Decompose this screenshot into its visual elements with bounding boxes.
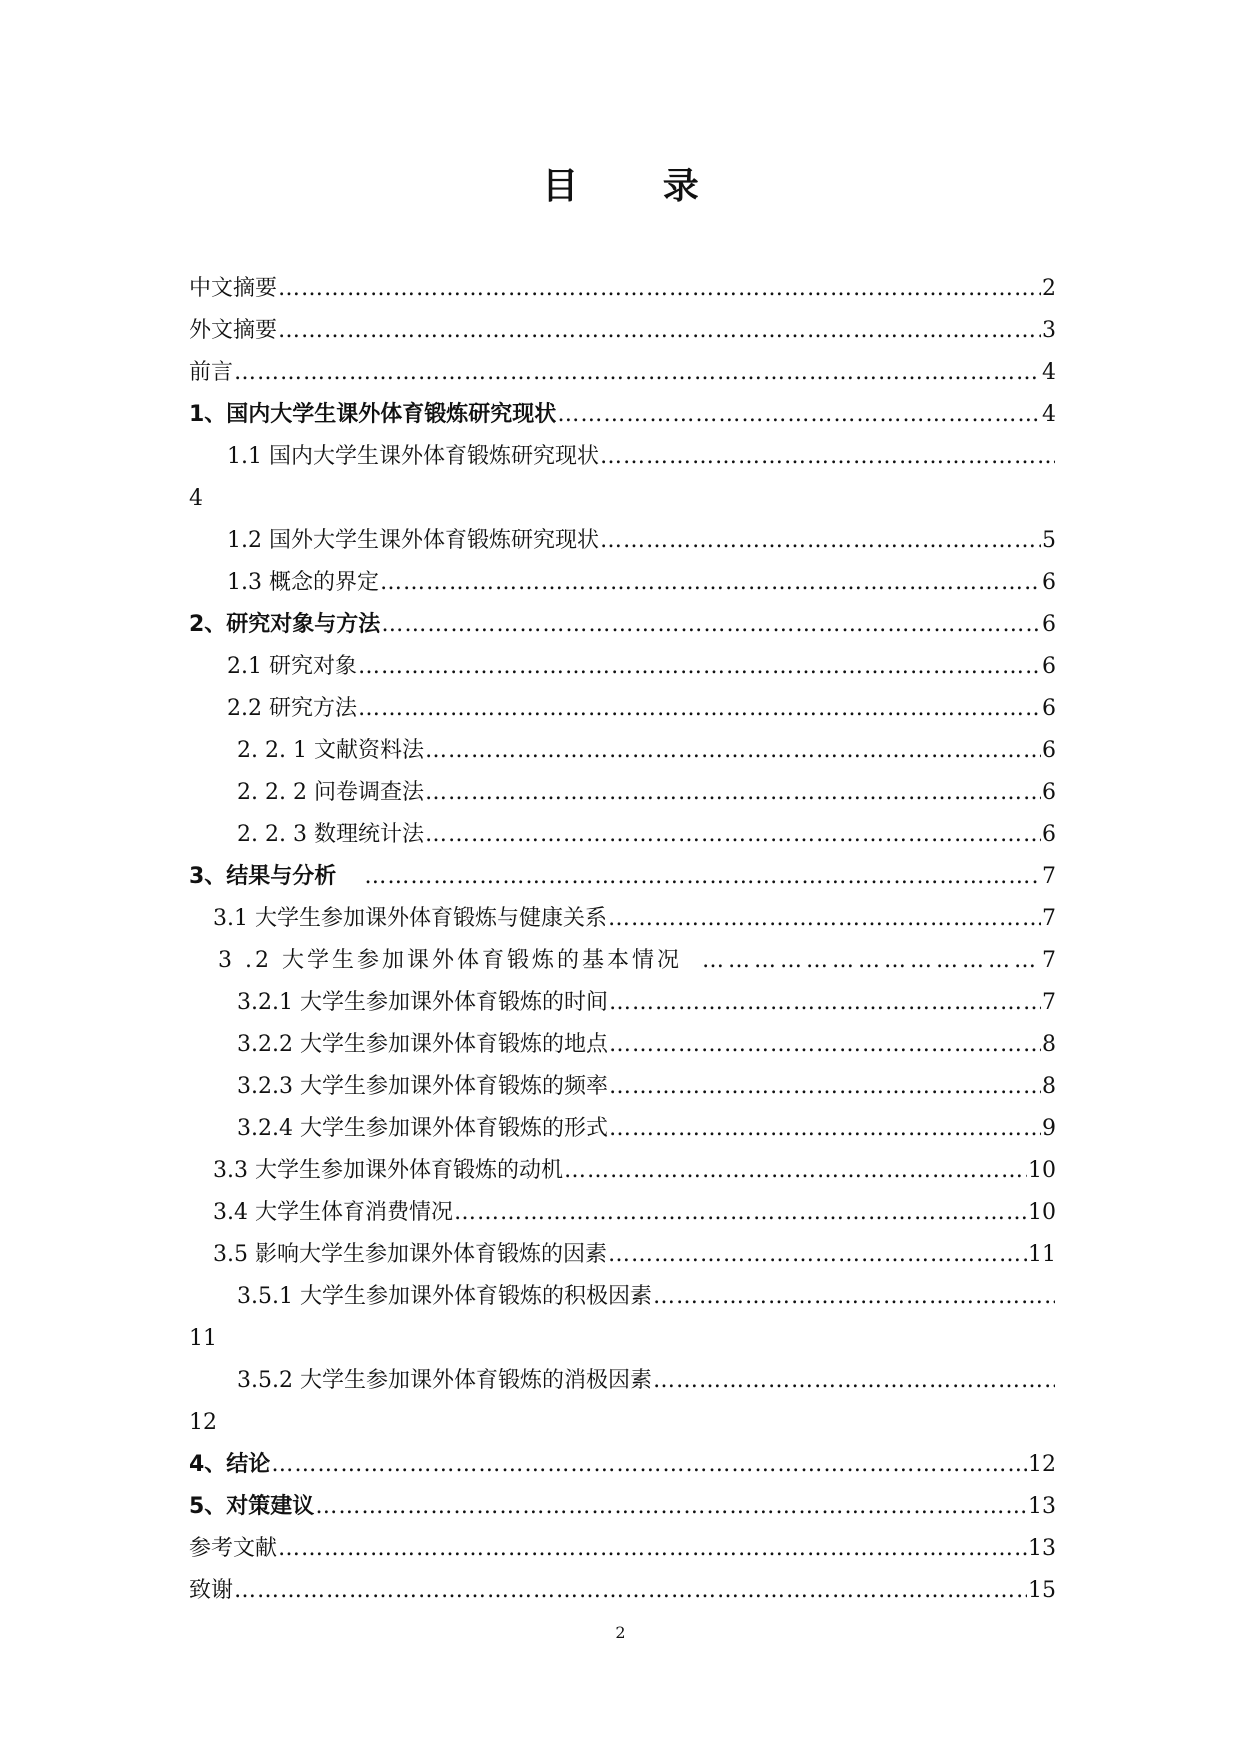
toc-entry[interactable]: [189, 1150, 1056, 1192]
toc-entry-label: 3.2.1 大学生参加课外体育锻炼的时间: [237, 990, 608, 1015]
toc-entry-label: 3.2.2 大学生参加课外体育锻炼的地点: [237, 1032, 608, 1057]
toc-entry-label: 3.2.3 大学生参加课外体育锻炼的频率: [237, 1074, 608, 1099]
toc-entry-page: 7: [1042, 906, 1056, 931]
toc-entry-page: 4: [189, 486, 203, 511]
toc-entry[interactable]: [189, 394, 1056, 436]
toc-leader-dots: [609, 1108, 1041, 1150]
toc-entry-page: 13: [1028, 1494, 1056, 1519]
toc-leader-dots: [358, 688, 1041, 730]
toc-entry-page: 10: [1028, 1158, 1056, 1183]
toc-leader-dots: [271, 1444, 1027, 1486]
toc-entry[interactable]: [189, 1444, 1056, 1486]
toc-leader-dots: [702, 940, 1041, 982]
toc-entry-label: 参考文献: [189, 1536, 278, 1561]
toc-entry-page: 7: [1042, 864, 1056, 889]
toc-leader-dots: [234, 352, 1041, 394]
toc-entry[interactable]: [189, 1024, 1056, 1066]
toc-entry-page: 11: [189, 1326, 217, 1351]
toc-entry[interactable]: [189, 1276, 1056, 1318]
toc-entry-label: 外文摘要: [189, 318, 278, 343]
toc-leader-dots: [600, 520, 1041, 562]
toc-entry[interactable]: [189, 898, 1056, 940]
toc-leader-dots: [653, 1360, 1055, 1402]
toc-entry[interactable]: [189, 646, 1056, 688]
toc-entry-label: 3.5 影响大学生参加课外体育锻炼的因素: [213, 1242, 607, 1267]
toc-entry[interactable]: [189, 268, 1056, 310]
toc-leader-dots: [600, 436, 1055, 478]
page-title: 目 录: [542, 166, 735, 207]
toc-entry-page: 12: [1028, 1452, 1056, 1477]
toc-entry[interactable]: [189, 352, 1056, 394]
toc-leader-dots: [425, 814, 1041, 856]
toc-entry-page: 2: [1042, 276, 1056, 301]
toc-entry-page: 4: [1042, 402, 1056, 427]
toc-leader-dots: [425, 730, 1041, 772]
toc-entry[interactable]: [189, 730, 1056, 772]
toc-entry-page: 6: [1042, 570, 1056, 595]
toc-leader-dots: [425, 772, 1041, 814]
toc-leader-dots: [609, 982, 1041, 1024]
page-number: 2: [615, 1623, 626, 1642]
toc-leader-dots: [278, 268, 1041, 310]
toc-leader-dots: [557, 394, 1041, 436]
toc-leader-dots: [234, 1570, 1027, 1612]
toc-entry-page: 6: [1042, 780, 1056, 805]
toc-entry[interactable]: [189, 1066, 1056, 1108]
toc-leader-dots: [381, 604, 1041, 646]
toc-entry-page: 6: [1042, 696, 1056, 721]
toc-leader-dots: [364, 856, 1041, 898]
toc-leader-dots: [564, 1150, 1027, 1192]
toc-entry[interactable]: [189, 436, 1056, 478]
toc-entry-page: 4: [1042, 360, 1056, 385]
toc-entry[interactable]: [189, 562, 1056, 604]
toc-leader-dots: [278, 310, 1041, 352]
toc-leader-dots: [609, 1066, 1041, 1108]
toc-entry-label: 3、结果与分析: [189, 864, 337, 889]
table-of-contents: [189, 268, 1056, 1612]
toc-entry-page: 7: [1042, 948, 1056, 973]
toc-leader-dots: [609, 1024, 1041, 1066]
toc-entry-page: 6: [1042, 612, 1056, 637]
toc-entry-page: 5: [1042, 528, 1056, 553]
toc-leader-dots: [454, 1192, 1027, 1234]
toc-leader-dots: [653, 1276, 1055, 1318]
toc-leader-dots: [608, 898, 1041, 940]
toc-entry[interactable]: [189, 940, 1056, 982]
toc-entry[interactable]: [189, 1360, 1056, 1402]
toc-entry-label: 前言: [189, 360, 234, 385]
toc-entry-page: 12: [189, 1410, 217, 1435]
toc-entry-label: 3.2.4 大学生参加课外体育锻炼的形式: [237, 1116, 608, 1141]
toc-leader-dots: [278, 1528, 1027, 1570]
toc-entry-page: 15: [1028, 1578, 1056, 1603]
toc-entry[interactable]: [189, 856, 1056, 898]
toc-entry-page: 3: [1042, 318, 1056, 343]
toc-entry-label: 3.5.2 大学生参加课外体育锻炼的消极因素: [237, 1368, 652, 1393]
toc-entry-label: 中文摘要: [189, 276, 278, 301]
toc-entry-label: 1.2 国外大学生课外体育锻炼研究现状: [227, 528, 599, 553]
toc-entry-page: 6: [1042, 822, 1056, 847]
toc-entry-label: 5、对策建议: [189, 1494, 315, 1519]
toc-entry[interactable]: [189, 688, 1056, 730]
toc-entry-page: 9: [1042, 1116, 1056, 1141]
toc-entry-label: 4、结论: [189, 1452, 271, 1477]
toc-entry-label: 致谢: [189, 1578, 234, 1603]
toc-entry-label: 3.3 大学生参加课外体育锻炼的动机: [213, 1158, 563, 1183]
toc-entry[interactable]: [189, 1234, 1056, 1276]
toc-entry[interactable]: [189, 1486, 1056, 1528]
toc-entry-label: 1.3 概念的界定: [227, 570, 379, 595]
toc-entry-page: 8: [1042, 1074, 1056, 1099]
toc-entry-label: 2. 2. 2 问卷调查法: [237, 780, 424, 805]
toc-entry[interactable]: [189, 1192, 1056, 1234]
toc-entry-label: 3.5.1 大学生参加课外体育锻炼的积极因素: [237, 1284, 652, 1309]
toc-entry-label: 3 .2 大学生参加课外体育锻炼的基本情况: [218, 948, 682, 973]
toc-leader-dots: [315, 1486, 1027, 1528]
toc-entry-page: 6: [1042, 654, 1056, 679]
toc-entry[interactable]: [189, 1528, 1056, 1570]
toc-entry-label: 1.1 国内大学生课外体育锻炼研究现状: [227, 444, 599, 469]
toc-leader-dots: [358, 646, 1041, 688]
toc-leader-dots: [608, 1234, 1027, 1276]
toc-entry-label: 3.1 大学生参加课外体育锻炼与健康关系: [213, 906, 607, 931]
toc-entry[interactable]: [189, 772, 1056, 814]
toc-entry[interactable]: [189, 814, 1056, 856]
toc-entry-label: 2. 2. 3 数理统计法: [237, 822, 424, 847]
toc-entry-label: 2.2 研究方法: [227, 696, 357, 721]
toc-entry[interactable]: [189, 982, 1056, 1024]
toc-entry-page: 10: [1028, 1200, 1056, 1225]
toc-leader-dots: [380, 562, 1041, 604]
toc-entry-label: 2. 2. 1 文献资料法: [237, 738, 424, 763]
toc-entry-label: 1、国内大学生课外体育锻炼研究现状: [189, 402, 557, 427]
toc-entry-page: 7: [1042, 990, 1056, 1015]
toc-entry-label: 3.4 大学生体育消费情况: [213, 1200, 453, 1225]
toc-entry-label: 2、研究对象与方法: [189, 612, 381, 637]
toc-entry[interactable]: [189, 1570, 1056, 1612]
toc-entry[interactable]: [189, 520, 1056, 562]
toc-entry-page: 8: [1042, 1032, 1056, 1057]
toc-entry-page: 13: [1028, 1536, 1056, 1561]
toc-entry[interactable]: [189, 310, 1056, 352]
toc-entry-page: 6: [1042, 738, 1056, 763]
toc-entry[interactable]: [189, 1108, 1056, 1150]
toc-entry[interactable]: [189, 604, 1056, 646]
toc-entry-page: 11: [1028, 1242, 1056, 1267]
toc-entry-label: 2.1 研究对象: [227, 654, 357, 679]
